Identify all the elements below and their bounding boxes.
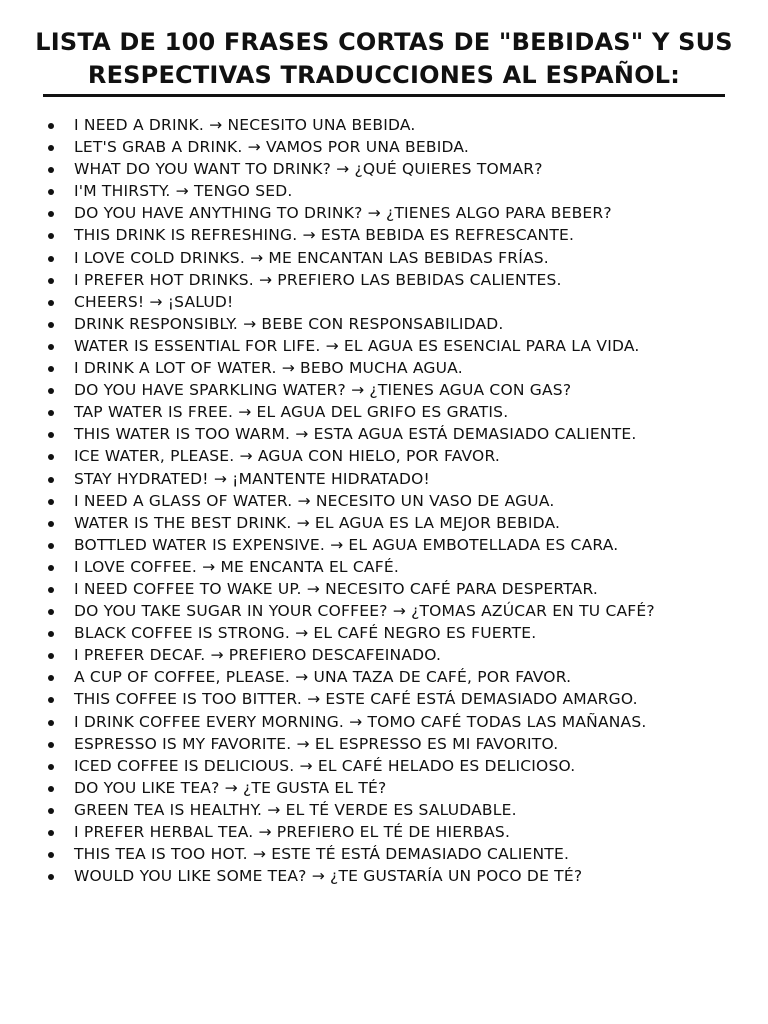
- list-item: [48, 733, 728, 755]
- phrase-text: DRINK RESPONSIBLY. → BEBE CON RESPONSABILIDAD.: [74, 314, 504, 333]
- phrase-text: A CUP OF COFFEE, PLEASE. → UNA TAZA DE CAFÉ, POR FAVOR.: [74, 668, 572, 687]
- bullet-icon: [48, 432, 54, 438]
- list-item: [48, 313, 728, 335]
- phrase-text: I PREFER DECAF. → PREFIERO DESCAFEINADO.: [74, 646, 442, 665]
- list-item: [48, 556, 728, 578]
- bullet-icon: [48, 786, 54, 792]
- phrase-text: WOULD YOU LIKE SOME TEA? → ¿TE GUSTARÍA UN POCO DE TÉ?: [74, 867, 583, 886]
- phrase-text: DO YOU HAVE ANYTHING TO DRINK? → ¿TIENES ALGO PARA BEBER?: [74, 204, 612, 223]
- bullet-icon: [48, 167, 54, 173]
- list-item: [48, 755, 728, 777]
- bullet-icon: [48, 388, 54, 394]
- phrase-list: [48, 114, 728, 887]
- list-item: [48, 578, 728, 600]
- list-item: [48, 799, 728, 821]
- phrase-text: I LOVE COFFEE. → ME ENCANTA EL CAFÉ.: [74, 557, 399, 576]
- phrase-text: BLACK COFFEE IS STRONG. → EL CAFÉ NEGRO ES FUERTE.: [74, 624, 537, 643]
- phrase-text: THIS DRINK IS REFRESHING. → ESTA BEBIDA ES REFRESCANTE.: [74, 226, 575, 245]
- bullet-icon: [48, 764, 54, 770]
- phrase-text: ICE WATER, PLEASE. → AGUA CON HIELO, POR FAVOR.: [74, 447, 501, 466]
- list-item: [48, 180, 728, 202]
- bullet-icon: [48, 256, 54, 262]
- phrase-text: THIS COFFEE IS TOO BITTER. → ESTE CAFÉ ESTÁ DEMASIADO AMARGO.: [74, 690, 638, 709]
- list-item: [48, 512, 728, 534]
- list-item: [48, 401, 728, 423]
- phrase-text: I'M THIRSTY. → TENGO SED.: [74, 182, 293, 201]
- list-item: [48, 777, 728, 799]
- bullet-icon: [48, 697, 54, 703]
- phrase-text: LET'S GRAB A DRINK. → VAMOS POR UNA BEBIDA.: [74, 138, 469, 157]
- bullet-icon: [48, 123, 54, 129]
- bullet-icon: [48, 521, 54, 527]
- bullet-icon: [48, 410, 54, 416]
- bullet-icon: [48, 454, 54, 460]
- phrase-text: CHEERS! → ¡SALUD!: [74, 292, 234, 311]
- phrase-text: DO YOU LIKE TEA? → ¿TE GUSTA EL TÉ?: [74, 778, 387, 797]
- bullet-icon: [48, 631, 54, 637]
- phrase-text: TAP WATER IS FREE. → EL AGUA DEL GRIFO ES GRATIS.: [74, 403, 509, 422]
- list-item: [48, 468, 728, 490]
- phrase-text: THIS TEA IS TOO HOT. → ESTE TÉ ESTÁ DEMASIADO CALIENTE.: [74, 845, 570, 864]
- bullet-icon: [48, 477, 54, 483]
- bullet-icon: [48, 278, 54, 284]
- list-item: [48, 136, 728, 158]
- phrase-text: I LOVE COLD DRINKS. → ME ENCANTAN LAS BEBIDAS FRÍAS.: [74, 248, 549, 267]
- list-item: [48, 843, 728, 865]
- bullet-icon: [48, 675, 54, 681]
- phrase-text: I PREFER HERBAL TEA. → PREFIERO EL TÉ DE HIERBAS.: [74, 823, 511, 841]
- list-item: [48, 335, 728, 357]
- bullet-icon: [48, 852, 54, 858]
- bullet-icon: [48, 830, 54, 836]
- bullet-icon: [48, 233, 54, 239]
- bullet-icon: [48, 543, 54, 549]
- list-item: [48, 666, 728, 688]
- bullet-icon: [48, 609, 54, 615]
- list-item: [48, 291, 728, 313]
- bullet-icon: [48, 587, 54, 593]
- list-item: [48, 534, 728, 556]
- page-title: [0, 26, 768, 92]
- phrase-text: WATER IS ESSENTIAL FOR LIFE. → EL AGUA ES ESENCIAL PARA LA VIDA.: [74, 336, 640, 355]
- bullet-icon: [48, 344, 54, 350]
- bullet-icon: [48, 211, 54, 217]
- page-title-line-2: RESPECTIVAS TRADUCCIONES AL ESPAÑOL:: [87, 61, 681, 89]
- list-item: [48, 865, 728, 887]
- phrase-text: BOTTLED WATER IS EXPENSIVE. → EL AGUA EMBOTELLADA ES CARA.: [74, 535, 619, 554]
- list-item: [48, 114, 728, 136]
- list-item: [48, 821, 728, 843]
- phrase-text: STAY HYDRATED! → ¡MANTENTE HIDRATADO!: [74, 469, 430, 488]
- phrase-text: DO YOU TAKE SUGAR IN YOUR COFFEE? → ¿TOMAS AZÚCAR EN TU CAFÉ?: [74, 602, 655, 621]
- list-item: [48, 445, 728, 467]
- phrase-text: I DRINK A LOT OF WATER. → BEBO MUCHA AGUA.: [74, 359, 463, 378]
- list-item: [48, 490, 728, 512]
- list-item: [48, 644, 728, 666]
- bullet-icon: [48, 189, 54, 195]
- phrase-text: WATER IS THE BEST DRINK. → EL AGUA ES LA MEJOR BEBIDA.: [74, 513, 561, 532]
- phrase-text: THIS WATER IS TOO WARM. → ESTA AGUA ESTÁ DEMASIADO CALIENTE.: [74, 425, 637, 444]
- page-title-line-1: LISTA DE 100 FRASES CORTAS DE "BEBIDAS" Y SUS: [35, 28, 733, 56]
- phrase-text: I NEED COFFEE TO WAKE UP. → NECESITO CAFÉ PARA DESPERTAR.: [74, 579, 598, 598]
- bullet-icon: [48, 653, 54, 659]
- list-item: [48, 158, 728, 180]
- phrase-text: WHAT DO YOU WANT TO DRINK? → ¿QUÉ QUIERES TOMAR?: [74, 160, 543, 179]
- list-item: [48, 622, 728, 644]
- phrase-text: DO YOU HAVE SPARKLING WATER? → ¿TIENES AGUA CON GAS?: [74, 381, 572, 400]
- list-item: [48, 379, 728, 401]
- list-item: [48, 269, 728, 291]
- bullet-icon: [48, 565, 54, 571]
- bullet-icon: [48, 300, 54, 306]
- phrase-text: I DRINK COFFEE EVERY MORNING. → TOMO CAFÉ TODAS LAS MAÑANAS.: [74, 712, 647, 731]
- list-item: [48, 224, 728, 246]
- bullet-icon: [48, 742, 54, 748]
- bullet-icon: [48, 808, 54, 814]
- bullet-icon: [48, 720, 54, 726]
- list-item: [48, 600, 728, 622]
- list-item: [48, 357, 728, 379]
- list-item: [48, 202, 728, 224]
- phrase-text: ICED COFFEE IS DELICIOUS. → EL CAFÉ HELADO ES DELICIOSO.: [74, 756, 576, 775]
- phrase-text: I NEED A GLASS OF WATER. → NECESITO UN VASO DE AGUA.: [74, 491, 555, 510]
- bullet-icon: [48, 145, 54, 151]
- bullet-icon: [48, 322, 54, 328]
- phrase-text: I NEED A DRINK. → NECESITO UNA BEBIDA.: [74, 116, 416, 134]
- list-item: [48, 423, 728, 445]
- bullet-icon: [48, 874, 54, 880]
- bullet-icon: [48, 366, 54, 372]
- phrase-text: I PREFER HOT DRINKS. → PREFIERO LAS BEBIDAS CALIENTES.: [74, 270, 562, 289]
- phrase-text: GREEN TEA IS HEALTHY. → EL TÉ VERDE ES SALUDABLE.: [74, 800, 517, 819]
- bullet-icon: [48, 499, 54, 505]
- list-item: [48, 247, 728, 269]
- list-item: [48, 711, 728, 733]
- phrase-text: ESPRESSO IS MY FAVORITE. → EL ESPRESSO ES MI FAVORITO.: [74, 734, 559, 753]
- title-underline-divider: [43, 94, 725, 97]
- list-item: [48, 688, 728, 710]
